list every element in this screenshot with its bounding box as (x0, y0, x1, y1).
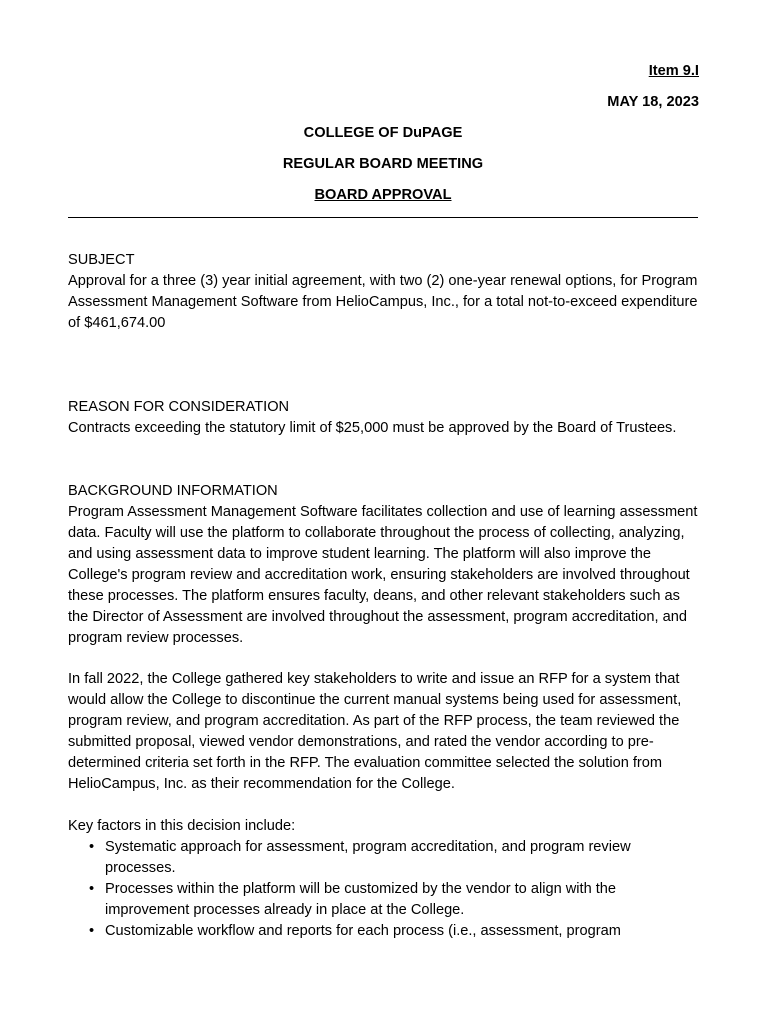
list-item-text: Customizable workflow and reports for each process (i.e., assessment, program (105, 923, 621, 939)
institution-name: COLLEGE OF DuPAGE (303, 125, 463, 141)
reason-heading: REASON FOR CONSIDERATION (68, 399, 290, 415)
key-factors-section (68, 816, 704, 942)
list-item (68, 837, 704, 879)
background-paragraph-2: In fall 2022, the College gathered key stakeholders to write and issue an RFP for a system that would allow the College to discontinue the current manual systems being used for assessment, program review, and program accreditation. As part of the RFP process, the team reviewed the submitted proposal, viewed vendor demonstrations, and rated the vendor according to pre-determined criteria set forth in the RFP. The evaluation committee selected the solution from HelioCampus, Inc. as their recommendation for the College. (68, 671, 682, 792)
bullet-icon: • (89, 881, 95, 897)
background-section (68, 481, 704, 649)
subject-body: Approval for a three (3) year initial agreement, with two (2) one-year renewal options, for Program Assessment Management Software from HelioCampus, Inc., for a total not-to-exceed expenditure of $461,674.00 (68, 273, 698, 331)
key-factors-intro: Key factors in this decision include: (68, 818, 296, 834)
background-paragraph-2-block (68, 669, 704, 795)
bullet-icon: • (89, 923, 95, 939)
background-paragraph-1: Program Assessment Management Software facilitates collection and use of learning assessment data. Faculty will use the platform to collaborate throughout the process of collecting, analyzing, and using assessment data to improve student learning. The platform will also improve the College's program review and accreditation work, ensuring stakeholders are involved throughout these processes. The platform ensures faculty, deans, and other relevant stakeholders such as the Director of Assessment are involved throughout the assessment, program accreditation, and program review processes. (68, 504, 698, 646)
reason-body: Contracts exceeding the statutory limit of $25,000 must be approved by the Board of Trustees. (68, 420, 677, 436)
meeting-title: REGULAR BOARD MEETING (282, 156, 484, 172)
list-item (68, 921, 704, 942)
subject-heading: SUBJECT (68, 252, 135, 268)
meeting-date: MAY 18, 2023 (607, 94, 699, 110)
subject-section (68, 250, 704, 334)
agenda-item-number: Item 9.I (648, 63, 699, 79)
list-item-text: Processes within the platform will be customized by the vendor to align with the improvement processes already in place at the College. (105, 881, 617, 918)
bullet-icon: • (89, 839, 95, 855)
list-item-text: Systematic approach for assessment, program accreditation, and program review processes. (105, 839, 631, 876)
reason-section (68, 397, 704, 439)
key-factors-list (68, 837, 704, 942)
background-heading: BACKGROUND INFORMATION (68, 483, 278, 499)
header-divider (68, 217, 698, 218)
action-title: BOARD APPROVAL (314, 187, 452, 203)
list-item (68, 879, 704, 921)
